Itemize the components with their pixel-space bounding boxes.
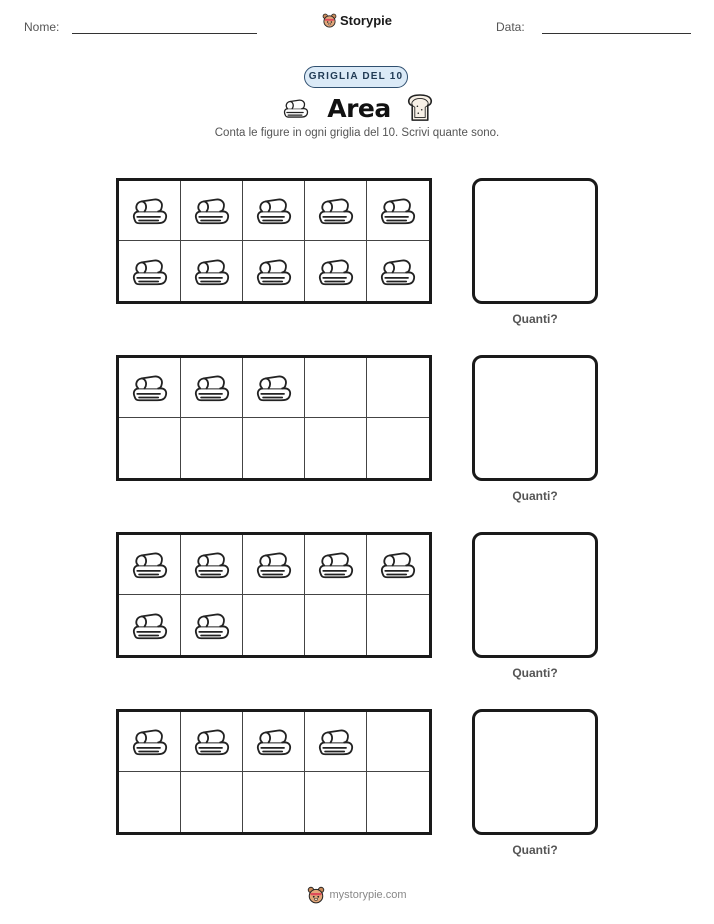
answer-box-2[interactable] bbox=[472, 355, 598, 481]
grid-cell bbox=[181, 418, 243, 478]
title-row bbox=[0, 92, 714, 124]
towel-icon bbox=[378, 256, 418, 287]
grid-cell bbox=[305, 241, 367, 301]
grid-cell bbox=[367, 418, 429, 478]
ten-frame-4 bbox=[116, 709, 432, 835]
towel-icon bbox=[254, 195, 294, 226]
grid-cell bbox=[367, 772, 429, 832]
towel-icon bbox=[316, 256, 356, 287]
bear-icon bbox=[322, 13, 337, 28]
towel-icon bbox=[316, 726, 356, 757]
footer-url: mystorypie.com bbox=[329, 889, 407, 901]
towel-icon bbox=[192, 549, 232, 580]
grid-cell bbox=[305, 358, 367, 418]
grid-cell bbox=[243, 712, 305, 772]
grid-cell bbox=[243, 418, 305, 478]
grid-cell bbox=[181, 772, 243, 832]
grid-cell bbox=[119, 358, 181, 418]
grid-cell bbox=[119, 712, 181, 772]
grid-cell bbox=[305, 181, 367, 241]
date-label: Data: bbox=[496, 20, 525, 34]
towel-icon bbox=[130, 610, 170, 641]
answer-label-4: Quanti? bbox=[512, 843, 558, 857]
bread-icon bbox=[407, 94, 433, 122]
brand-logo bbox=[0, 13, 714, 28]
grid-cell bbox=[119, 595, 181, 655]
grid-cell bbox=[181, 535, 243, 595]
towel-icon bbox=[316, 195, 356, 226]
grid-cell bbox=[367, 535, 429, 595]
brand-name: Storypie bbox=[339, 13, 392, 28]
grid-cell bbox=[305, 418, 367, 478]
grid-cell bbox=[367, 595, 429, 655]
towel-icon bbox=[192, 195, 232, 226]
name-label: Nome: bbox=[24, 20, 60, 34]
grid-cell bbox=[305, 535, 367, 595]
grid-cell bbox=[181, 241, 243, 301]
towel-icon bbox=[254, 549, 294, 580]
ten-frame-1 bbox=[116, 178, 432, 304]
grid-cell bbox=[119, 418, 181, 478]
grid-cell bbox=[119, 772, 181, 832]
grid-cell bbox=[367, 712, 429, 772]
answer-label-3: Quanti? bbox=[512, 666, 558, 680]
towel-icon bbox=[192, 372, 232, 403]
grid-cell bbox=[243, 535, 305, 595]
towel-icon bbox=[378, 195, 418, 226]
towel-icon bbox=[192, 256, 232, 287]
ten-frame-3 bbox=[116, 532, 432, 658]
towel-icon bbox=[130, 372, 170, 403]
grid-cell bbox=[181, 595, 243, 655]
grid-cell bbox=[367, 358, 429, 418]
grid-cell bbox=[243, 595, 305, 655]
towel-icon bbox=[192, 610, 232, 641]
towel-icon bbox=[254, 726, 294, 757]
answer-box-3[interactable] bbox=[472, 532, 598, 658]
grid-cell bbox=[243, 181, 305, 241]
grid-cell bbox=[181, 358, 243, 418]
towel-icon bbox=[281, 97, 311, 119]
towel-icon bbox=[130, 195, 170, 226]
towel-icon bbox=[254, 372, 294, 403]
grid-cell bbox=[243, 772, 305, 832]
bear-icon bbox=[307, 886, 325, 904]
towel-icon bbox=[130, 549, 170, 580]
grid-cell bbox=[305, 595, 367, 655]
page-title: Area bbox=[327, 93, 391, 123]
towel-icon bbox=[130, 256, 170, 287]
answer-label-1: Quanti? bbox=[512, 312, 558, 326]
name-line[interactable] bbox=[72, 33, 257, 34]
towel-icon bbox=[130, 726, 170, 757]
grid-cell bbox=[119, 535, 181, 595]
grid-cell bbox=[305, 772, 367, 832]
answer-box-4[interactable] bbox=[472, 709, 598, 835]
instructions: Conta le figure in ogni griglia del 10. Scrivi quante sono. bbox=[214, 127, 500, 139]
towel-icon bbox=[254, 256, 294, 287]
grid-cell bbox=[181, 712, 243, 772]
grid-cell bbox=[367, 181, 429, 241]
grid-cell bbox=[119, 181, 181, 241]
towel-icon bbox=[192, 726, 232, 757]
grid-cell bbox=[119, 241, 181, 301]
grid-cell bbox=[181, 181, 243, 241]
grid-cell bbox=[243, 358, 305, 418]
grid-cell bbox=[367, 241, 429, 301]
answer-box-1[interactable] bbox=[472, 178, 598, 304]
answer-label-2: Quanti? bbox=[512, 489, 558, 503]
date-line[interactable] bbox=[542, 33, 691, 34]
worksheet-badge: GRIGLIA DEL 10 bbox=[304, 66, 408, 88]
ten-frame-2 bbox=[116, 355, 432, 481]
grid-cell bbox=[305, 712, 367, 772]
towel-icon bbox=[316, 549, 356, 580]
grid-cell bbox=[243, 241, 305, 301]
footer bbox=[0, 886, 714, 904]
towel-icon bbox=[378, 549, 418, 580]
